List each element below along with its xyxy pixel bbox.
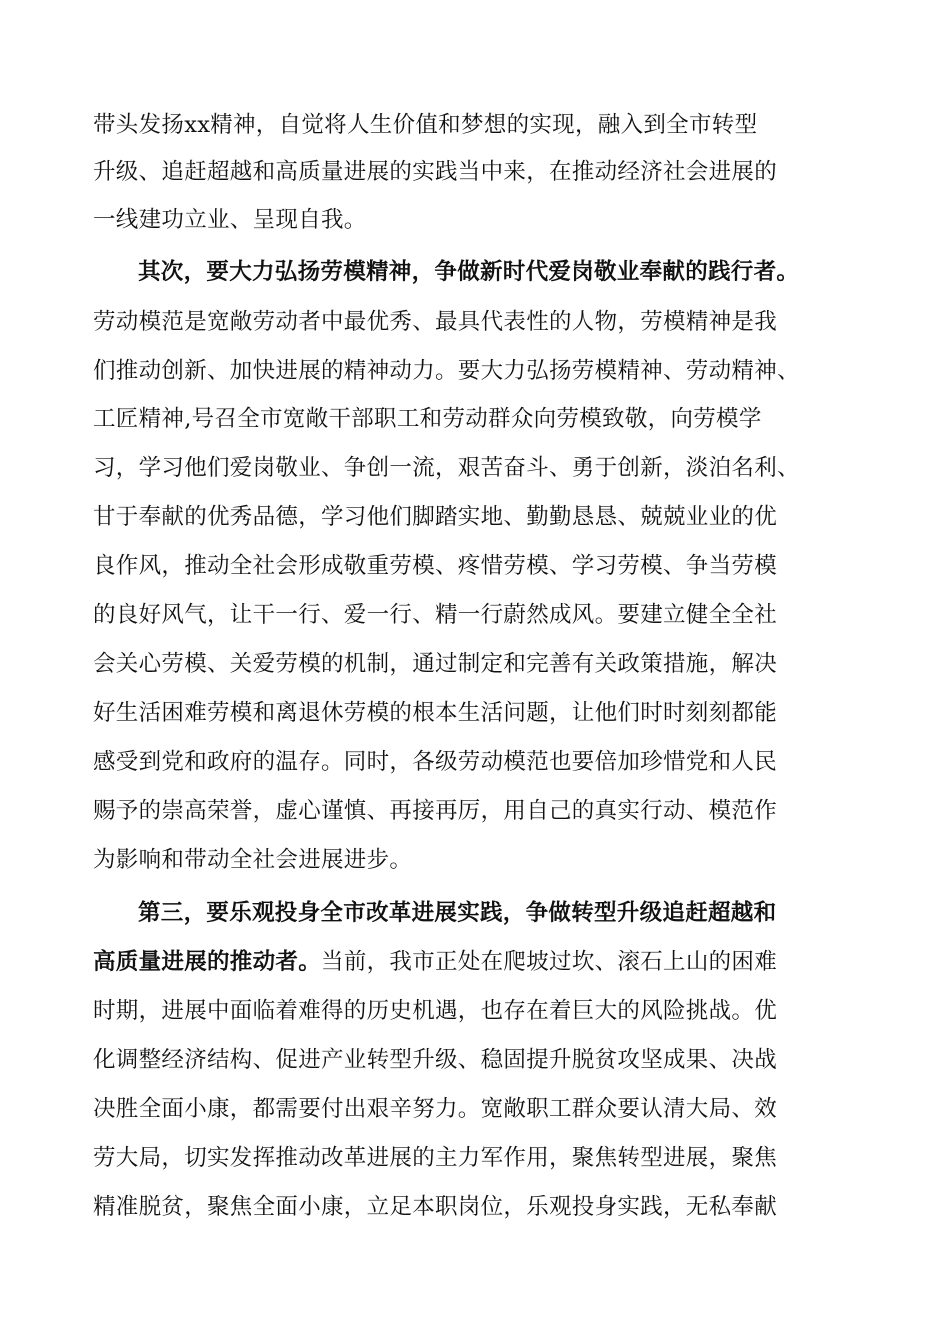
text-line: 劳大局，切实发挥推动改革进展的主力军作用，聚焦转型进展，聚焦 <box>93 1145 778 1171</box>
text-line: 决胜全面小康，都需要付出艰辛努力。宽敞职工群众要认清大局、效 <box>93 1096 778 1122</box>
text-line: 甘于奉献的优秀品德，学习他们脚踏实地、勤勤恳恳、兢兢业业的优 <box>93 504 778 530</box>
text-line: 化调整经济结构、促进产业转型升级、稳固提升脱贫攻坚成果、决战 <box>93 1047 778 1073</box>
text-line: 工匠精神,号召全市宽敞干部职工和劳动群众向劳模致敬，向劳模学 <box>93 406 762 432</box>
text-line: 升级、追赶超越和高质量进展的实践当中来，在推动经济社会进展的 <box>93 159 778 185</box>
text-line: 的良好风气，让干一行、爱一行、精一行蔚然成风。要建立健全全社 <box>93 602 778 628</box>
text-line-with-heading <box>93 947 777 977</box>
text-line: 良作风，推动全社会形成敬重劳模、疼惜劳模、学习劳模、争当劳模 <box>93 553 778 579</box>
text-line: 一线建功立业、呈现自我。 <box>93 207 367 233</box>
text-line: 精准脱贫，聚焦全面小康，立足本职岗位，乐观投身实践，无私奉献 <box>93 1194 778 1220</box>
section-heading-2: 其次，要大力弘扬劳模精神，争做新时代爱岗敬业奉献的践行者。 <box>138 259 800 285</box>
text-line: 感受到党和政府的温存。同时，各级劳动模范也要倍加珍惜党和人民 <box>93 749 778 775</box>
text-span: 当前，我市正处在爬坡过坎、滚石上山的困难 <box>321 949 778 975</box>
text-line: 时期，进展中面临着难得的历史机遇，也存在着巨大的风险挑战。优 <box>93 998 778 1024</box>
text-line: 带头发扬xx精神，自觉将人生价值和梦想的实现，融入到全市转型 <box>93 112 758 138</box>
text-line: 劳动模范是宽敞劳动者中最优秀、最具代表性的人物，劳模精神是我 <box>93 309 778 335</box>
text-line: 会关心劳模、关爱劳模的机制，通过制定和完善有关政策措施，解决 <box>93 651 778 677</box>
text-line: 赐予的崇高荣誉，虚心谨慎、再接再厉，用自己的真实行动、模范作 <box>93 798 778 824</box>
text-line: 习，学习他们爱岗敬业、争创一流，艰苦奋斗、勇于创新，淡泊名利、 <box>93 455 800 481</box>
section-heading-3-end: 高质量进展的推动者。 <box>93 949 322 975</box>
text-line: 们推动创新、加快进展的精神动力。要大力弘扬劳模精神、劳动精神、 <box>93 358 800 384</box>
section-heading-3: 第三，要乐观投身全市改革进展实践，争做转型升级追赶超越和 <box>138 900 777 926</box>
text-line: 为影响和带动全社会进展进步。 <box>93 847 413 873</box>
text-line: 好生活困难劳模和离退休劳模的根本生活问题，让他们时时刻刻都能 <box>93 700 778 726</box>
